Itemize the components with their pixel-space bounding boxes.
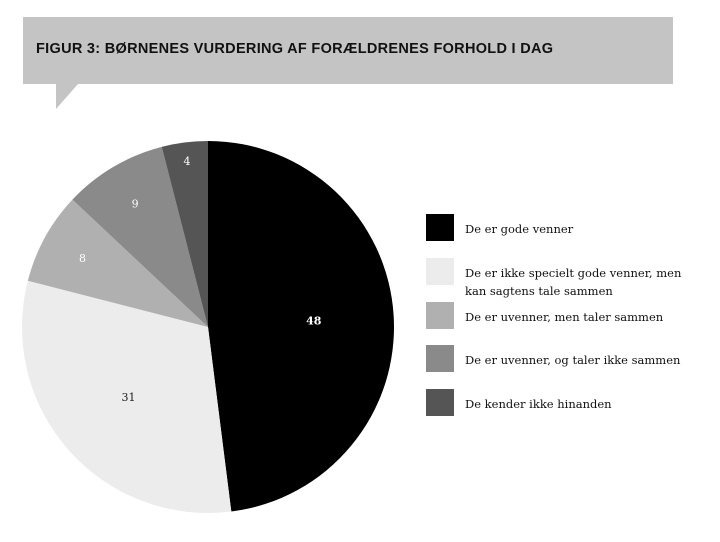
legend-swatch: [426, 302, 454, 329]
legend-label: De er uvenner, men taler sammen: [465, 310, 664, 324]
figure-title: FIGUR 3: BØRNENES VURDERING AF FORÆLDRENES FORHOLD I DAG: [36, 41, 554, 57]
legend-swatch: [426, 214, 454, 241]
legend-swatch: [426, 345, 454, 372]
legend-label: De er uvenner, og taler ikke sammen: [465, 353, 681, 367]
legend-label: De er gode venner: [465, 222, 574, 236]
pie-slice-value-label: 48: [306, 314, 322, 328]
legend-swatch: [426, 389, 454, 416]
pie-slice-value-label: 9: [131, 197, 139, 211]
legend-swatch: [426, 258, 454, 285]
pie-slice-value-label: 8: [78, 252, 86, 266]
legend-label: De er ikke specielt gode venner, men kan sagtens tale sammen: [465, 266, 682, 298]
pie-slice-value-label: 31: [121, 391, 136, 405]
pie-slice-value-label: 4: [183, 154, 191, 168]
legend-label: De kender ikke hinanden: [465, 397, 612, 411]
pie-slice-de-er-gode-venner: [208, 141, 394, 512]
